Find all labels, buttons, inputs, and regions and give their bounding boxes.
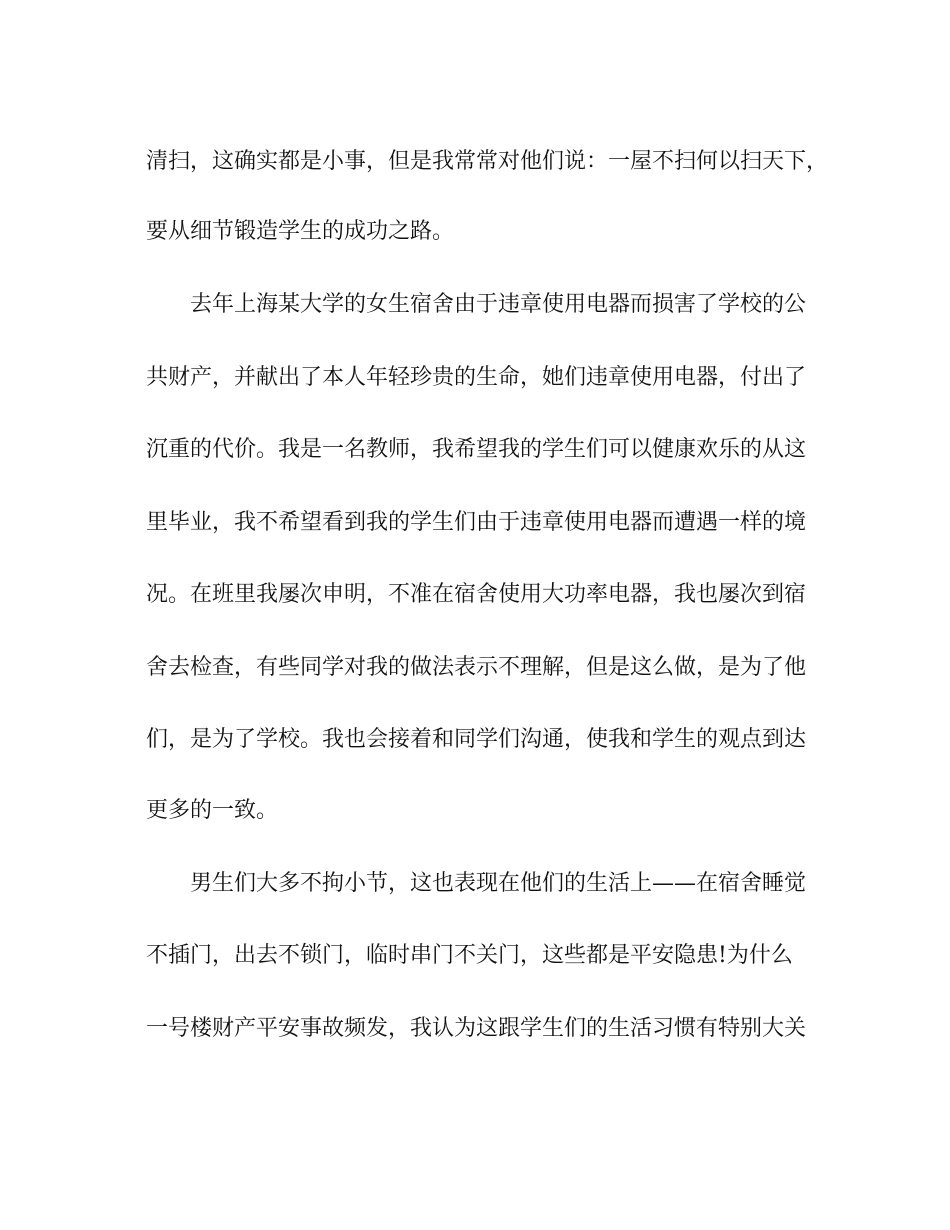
paragraph-line: 里毕业，我不希望看到我的学生们由于违章使用电器而遭遇一样的境 xyxy=(146,510,807,535)
paragraph-line: 况。在班里我屡次申明，不准在宿舍使用大功率电器，我也屡次到宿 xyxy=(146,582,807,607)
paragraph-line: 舍去检查，有些同学对我的做法表示不理解，但是这么做，是为了他 xyxy=(146,655,807,680)
paragraph-line: 更多的一致。 xyxy=(146,798,279,823)
paragraph-line: 一号楼财产平安事故频发，我认为这跟学生们的生活习惯有特别大关 xyxy=(146,1016,807,1041)
paragraph-first-line: 男生们大多不拘小节，这也表现在他们的生活上——在宿舍睡觉 xyxy=(190,871,807,896)
paragraph-line: 不插门，出去不锁门，临时串门不关门，这些都是平安隐患!为什么 xyxy=(146,943,793,968)
paragraph-line: 们，是为了学校。我也会接着和同学们沟通，使我和学生的观点到达 xyxy=(146,727,807,752)
paragraph-line: 共财产，并献出了本人年轻珍贵的生命，她们违章使用电器，付出了 xyxy=(146,365,807,390)
paragraph-first-line: 去年上海某大学的女生宿舍由于违章使用电器而损害了学校的公 xyxy=(190,292,807,317)
paragraph-line: 沉重的代价。我是一名教师，我希望我的学生们可以健康欢乐的从这 xyxy=(146,437,807,462)
paragraph-line: 清扫，这确实都是小事，但是我常常对他们说：一屋不扫何以扫天下， xyxy=(146,149,829,174)
paragraph-line: 要从细节锻造学生的成功之路。 xyxy=(146,219,455,244)
